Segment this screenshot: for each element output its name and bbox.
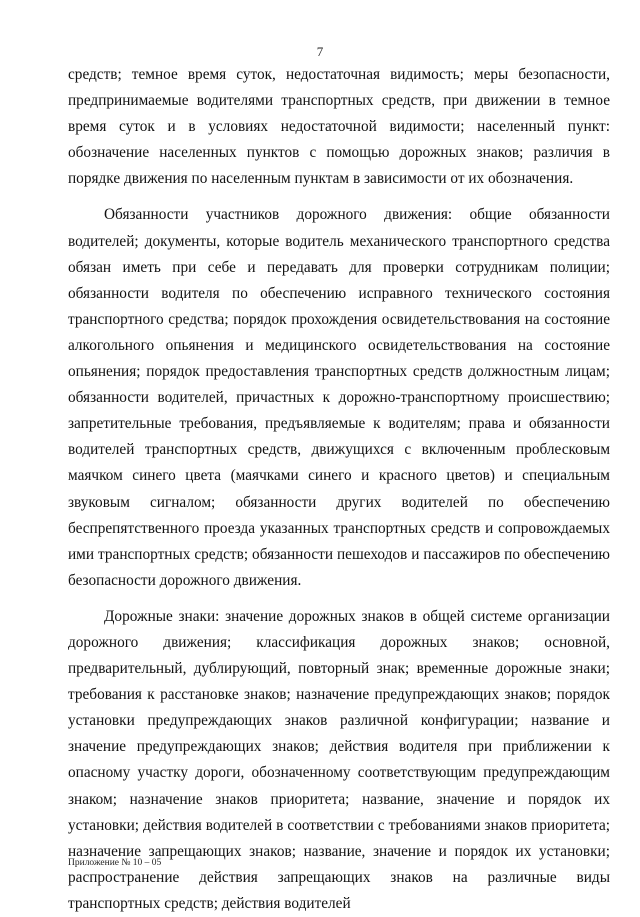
page-number: 7 xyxy=(316,44,324,59)
paragraph-participant-duties: Обязанности участников дорожного движения: общие обязанности водителей; документы, которые водитель механического транспортного средства обязан иметь при себе и передавать для проверки сотрудникам полиции; обязанности водителя по обеспечению исправного технического состояния транспортного средства; порядок прохождения освидетельствования на состояние алкогольного опьянения и медицинского освидетельствования на состояние опьянения; порядок предоставления транспортных средств должностным лицам; обязанности водителей, причастных к дорожно-транспортному происшествию; запретительные требования, предъявляемые к водителям; права и обязанности водителей транспортных средств, движущихся с включенным проблесковым маячком синего цвета (маячками синего и красного цветов) и специальным звуковым сигналом; обязанности других водителей по обеспечению беспрепятственного проезда указанных транспортных средств и сопровождаемых ими транспортных средств; обязанности пешеходов и пассажиров по обеспечению безопасности дорожного движения. xyxy=(68,206,610,589)
paragraph-dark-time: средств; темное время суток, недостаточная видимость; меры безопасности, предпринимаемые водителями транспортных средств, при движении в темное время суток и в условиях недостаточной видимости; населенный пункт: обозначение населенных пунктов с помощью дорожных знаков; различия в порядке движения по населенным пунктам в зависимости от их обозначения. xyxy=(68,66,610,188)
paragraph-road-signs: Дорожные знаки: значение дорожных знаков в общей системе организации дорожного движения; классификация дорожных знаков; основной, предварительный, дублирующий, повторный знак; временные дорожные знаки; требования к расстановке знаков; назначение предупреждающих знаков; порядок установки предупреждающих знаков различной конфигурации; название и значение предупреждающих знаков; действия водителя при приближении к опасному участку дороги, обозначенному соответствующим предупреждающим знаком; назначение знаков приоритета; название, значение и порядок их установки; действия водителей в соответствии с требованиями знаков приоритета; назначение запрещающих знаков; название, значение и порядок их установки; распространение действия запрещающих знаков на различные виды транспортных средств; действия водителей xyxy=(68,607,610,912)
body-text xyxy=(68,62,610,917)
footer-attachment-label: Приложение № 10 – 05 xyxy=(68,858,162,868)
